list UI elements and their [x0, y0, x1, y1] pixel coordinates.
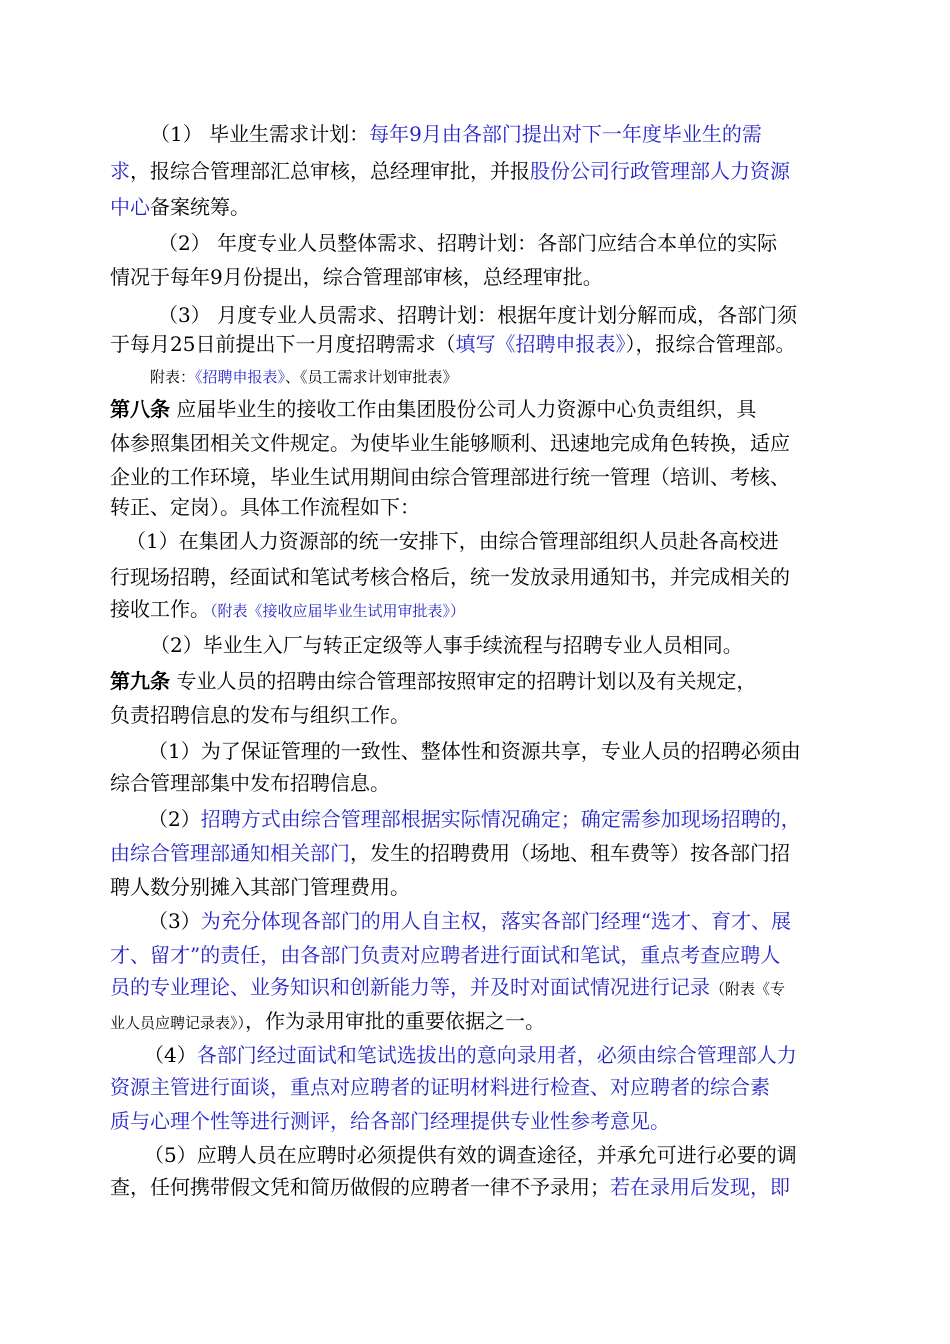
text-segment: 填写《招聘申报表》 — [455, 332, 626, 356]
text-segment: 若在录用后发现，即 — [610, 1175, 790, 1199]
text-line — [110, 190, 845, 224]
text-line — [110, 1170, 845, 1204]
text-line — [110, 1004, 845, 1040]
text-segment: ，作为录用审批的重要依据之一。 — [245, 1009, 546, 1033]
text-segment: （3） — [148, 909, 201, 933]
text-segment: 业人员应聘记录表》） — [110, 1014, 246, 1032]
text-line — [110, 490, 845, 524]
text-segment: （附表《接收应届毕业生试用审批表》） — [210, 602, 466, 620]
text-line — [110, 392, 845, 426]
text-segment: 由综合管理部通知相关部门 — [110, 841, 350, 865]
article-number: 第八条 — [110, 397, 170, 421]
text-segment: （2） — [148, 807, 201, 831]
text-line — [110, 1138, 845, 1172]
text-segment: 企业的工作环境，毕业生试用期间由综合管理部进行统一管理（培训、考核、 — [110, 465, 790, 489]
text-line — [110, 836, 845, 870]
text-segment: 综合管理部集中发布招聘信息。 — [110, 771, 390, 795]
text-segment: （1）为了保证管理的一致性、整体性和资源共享，专业人员的招聘必须由 — [148, 739, 801, 763]
text-segment: 专业人员的招聘由综合管理部按照审定的招聘计划以及有关规定， — [170, 669, 757, 693]
text-segment: 查，任何携带假文凭和简历做假的应聘者一律不予录用； — [110, 1175, 610, 1199]
text-segment: （1）在集团人力资源部的统一安排下，由综合管理部组织人员赴各高校进 — [126, 529, 779, 553]
text-segment: 附表： — [150, 368, 196, 386]
text-line — [110, 1104, 845, 1138]
text-line — [126, 524, 845, 558]
text-segment: 转正、定岗）。具体工作流程如下： — [110, 495, 420, 519]
text-segment: 每年9月由各部门提出对下一年度毕业生的需 — [369, 122, 762, 146]
text-line — [110, 260, 845, 294]
text-segment: 股份公司行政管理部人力资源 — [530, 159, 790, 183]
text-line — [110, 802, 845, 836]
text-segment: （3） 月度专业人员需求、招聘计划：根据年度计划分解而成，各部门须 — [158, 303, 798, 327]
text-line — [110, 1070, 845, 1104]
text-line — [110, 970, 845, 1006]
text-line — [110, 734, 845, 768]
text-segment: 聘人数分别摊入其部门管理费用。 — [110, 875, 410, 899]
text-segment: ，发生的招聘费用（场地、租车费等）按各部门招 — [350, 841, 790, 865]
text-segment: 才、留才”的责任，由各部门负责对应聘者进行面试和笔试，重点考查应聘人 — [110, 943, 781, 967]
text-line — [110, 938, 845, 972]
text-segment: （2）毕业生入厂与转正定级等人事手续流程与招聘专业人员相同。 — [150, 633, 743, 657]
text-segment: 求 — [110, 159, 130, 183]
text-segment: 负责招聘信息的发布与组织工作。 — [110, 703, 410, 727]
text-line — [110, 592, 845, 628]
text-segment: 中心 — [110, 195, 150, 219]
text-segment: 备案统筹。 — [150, 195, 250, 219]
text-segment: ，报综合管理部汇总审核，总经理审批，并报 — [130, 159, 530, 183]
text-segment: 、《员工需求计划审批表》 — [285, 368, 458, 386]
text-segment: （2） 年度专业人员整体需求、招聘计划：各部门应结合本单位的实际 — [158, 231, 778, 255]
text-line — [110, 664, 845, 698]
text-segment: 质与心理个性等进行测评，给各部门经理提供专业性参考意见。 — [110, 1109, 670, 1133]
text-line — [110, 117, 845, 151]
text-segment: ），报综合管理部。 — [625, 332, 796, 356]
text-line — [110, 628, 845, 662]
text-segment: 各部门经过面试和笔试选拔出的意向录用者，必须由综合管理部人力 — [196, 1043, 797, 1067]
text-segment: 《招聘申报表》 — [195, 368, 286, 386]
article-number: 第九条 — [110, 669, 170, 693]
text-line — [110, 698, 845, 732]
text-segment: 资源主管进行面谈，重点对应聘者的证明材料进行检查、对应聘者的综合素 — [110, 1075, 770, 1099]
text-segment: （4） — [144, 1043, 197, 1067]
text-segment: 于每月25日前提出下一月度招聘需求（ — [110, 332, 456, 356]
text-line — [110, 766, 845, 800]
text-segment: 为充分体现各部门的用人自主权，落实各部门经理“选才、育才、展 — [200, 909, 791, 933]
text-segment: 员的专业理论、业务知识和创新能力等，并及时对面试情况进行记录 — [110, 975, 710, 999]
text-segment: 体参照集团相关文件规定。为使毕业生能够顺利、迅速地完成角色转换，适应 — [110, 431, 790, 455]
text-segment: 应届毕业生的接收工作由集团股份公司人力资源中心负责组织，具 — [170, 397, 757, 421]
text-line — [110, 560, 845, 594]
text-segment: 行现场招聘，经面试和笔试考核合格后，统一发放录用通知书，并完成相关的 — [110, 565, 790, 589]
text-line — [110, 870, 845, 904]
text-line — [110, 154, 845, 188]
text-segment: （5）应聘人员在应聘时必须提供有效的调查途径，并承允可进行必要的调 — [144, 1143, 797, 1167]
text-segment: 接收工作。 — [110, 597, 210, 621]
text-segment: 招聘方式由综合管理部根据实际情况确定；确定需参加现场招聘的， — [200, 807, 801, 831]
text-line — [110, 226, 845, 260]
text-line — [110, 1038, 845, 1072]
text-line — [110, 327, 845, 361]
text-segment: （1） 毕业生需求计划： — [150, 122, 370, 146]
text-line — [110, 426, 845, 460]
text-line — [110, 460, 845, 494]
text-segment: （附表《专 — [710, 980, 786, 998]
text-line — [110, 904, 845, 938]
text-line — [110, 360, 845, 392]
text-segment: 情况于每年9月份提出，综合管理部审核，总经理审批。 — [110, 265, 603, 289]
